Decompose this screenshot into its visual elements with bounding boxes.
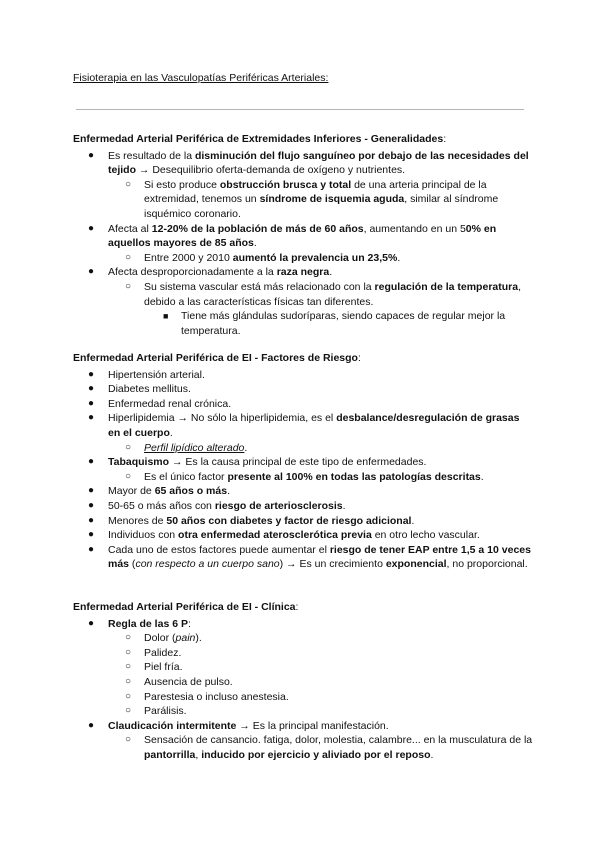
bullet-dot-icon: ● xyxy=(88,397,95,409)
list-item: ● Es resultado de la disminución del flujo sanguíneo por debajo de las necesidades del tejido → Desequilibrio oferta-demanda de oxígeno y nutrientes. xyxy=(88,149,529,177)
list-item: ○ Ausencia de pulso. xyxy=(125,675,233,688)
list-item: ○ Palidez. xyxy=(125,646,182,659)
list-item: ○ Sensación de cansancio. fatiga, dolor, molestia, calambre... en la musculatura de la pantorrilla, inducido por ejercicio y aliviado por el reposo. xyxy=(125,734,533,761)
bullet-circle-icon: ○ xyxy=(125,705,132,717)
bullet-circle-icon: ○ xyxy=(125,280,132,292)
bullet-dot-icon: ● xyxy=(88,149,95,161)
list-item: ○ Si esto produce obstrucción brusca y total de una arteria principal de la extremidad, tenemos un síndrome de isquemia aguda, similar al síndrome isquémico coronario. xyxy=(125,178,499,220)
bullet-list xyxy=(73,617,533,763)
list-item: ● Hiperlipidemia → No sólo la hiperlipidemia, es el desbalance/desregulación de grasas en el cuerpo. xyxy=(88,412,520,439)
bullet-dot-icon: ● xyxy=(88,719,95,731)
bullet-dot-icon: ● xyxy=(88,514,95,526)
list-item: ● Diabetes mellitus. xyxy=(88,383,191,396)
bullet-circle-icon: ○ xyxy=(125,734,132,746)
list-item: ○ Piel fría. xyxy=(125,661,183,674)
bullet-dot-icon: ● xyxy=(88,485,95,497)
section-clinica xyxy=(73,600,533,763)
bullet-dot-icon: ● xyxy=(88,383,95,395)
list-item: ● Tabaquismo → Es la causa principal de este tipo de enfermedades. xyxy=(88,456,427,469)
bullet-dot-icon: ● xyxy=(88,368,95,380)
list-item: ○ Dolor (pain). xyxy=(125,632,202,645)
section-heading: Enfermedad Arterial Periférica de Extremidades Inferiores - Generalidades: xyxy=(73,133,447,145)
bullet-square-icon: ■ xyxy=(163,311,169,322)
bullet-circle-icon: ○ xyxy=(125,251,132,263)
section-heading: Enfermedad Arterial Periférica de EI - Clínica: xyxy=(73,601,299,613)
bullet-dot-icon: ● xyxy=(88,456,95,468)
bullet-circle-icon: ○ xyxy=(125,470,132,482)
bullet-circle-icon: ○ xyxy=(125,178,132,190)
section-factores-riesgo xyxy=(73,351,533,572)
bullet-dot-icon: ● xyxy=(88,266,95,278)
bullet-circle-icon: ○ xyxy=(125,632,132,644)
bullet-list xyxy=(73,149,533,339)
bullet-circle-icon: ○ xyxy=(125,441,132,453)
list-item: ● Mayor de 65 años o más. xyxy=(88,485,230,498)
bullet-circle-icon: ○ xyxy=(125,646,132,658)
list-item: ○ Es el único factor presente al 100% en todas las patologías descritas. xyxy=(125,470,484,483)
list-item: ● Individuos con otra enfermedad aterosclerótica previa en otro lecho vascular. xyxy=(88,529,480,542)
list-item: ○ Su sistema vascular está más relacionado con la regulación de la temperatura, debido a las características físicas tan diferentes. xyxy=(125,280,521,308)
bullet-circle-icon: ○ xyxy=(125,675,132,687)
list-item: ● Regla de las 6 P: xyxy=(88,617,191,630)
document-title: Fisioterapia en las Vasculopatías Periféricas Arteriales: xyxy=(73,72,329,84)
list-item: ○ Parálisis. xyxy=(125,705,187,718)
list-item: ■ Tiene más glándulas sudoríparas, siendo capaces de regular mejor la temperatura. xyxy=(163,310,506,337)
bullet-circle-icon: ○ xyxy=(125,661,132,673)
bullet-dot-icon: ● xyxy=(88,543,95,555)
list-item: ● Cada uno de estos factores puede aumentar el riesgo de tener EAP entre 1,5 a 10 veces más (con respecto a un cuerpo sano) → Es un crecimiento exponencial, no proporcional. xyxy=(88,543,531,571)
section-heading: Enfermedad Arterial Periférica de EI - Factores de Riesgo: xyxy=(73,352,361,364)
horizontal-rule xyxy=(76,109,524,110)
bullet-dot-icon: ● xyxy=(88,617,95,629)
bullet-dot-icon: ● xyxy=(88,222,95,234)
bullet-list xyxy=(73,368,533,572)
list-item: ● 50-65 o más años con riesgo de arteriosclerosis. xyxy=(88,499,346,512)
section-generalidades xyxy=(73,132,533,338)
list-item: ● Afecta desproporcionadamente a la raza negra. xyxy=(88,266,333,279)
bullet-dot-icon: ● xyxy=(88,412,95,424)
list-item: ● Enfermedad renal crónica. xyxy=(88,397,232,410)
bullet-circle-icon: ○ xyxy=(125,690,132,702)
list-item: ○ Perfil lipídico alterado. xyxy=(125,441,248,454)
bullet-dot-icon: ● xyxy=(88,499,95,511)
list-item: ● Hipertensión arterial. xyxy=(88,368,205,381)
list-item: ● Afecta al 12-20% de la población de más de 60 años, aumentando en un 50% en aquellos mayores de 85 años. xyxy=(88,222,497,250)
bullet-dot-icon: ● xyxy=(88,529,95,541)
list-item: ● Claudicación intermitente → Es la principal manifestación. xyxy=(88,719,389,732)
list-item: ● Menores de 50 años con diabetes y factor de riesgo adicional. xyxy=(88,514,415,527)
list-item: ○ Parestesia o incluso anestesia. xyxy=(125,690,289,703)
list-item: ○ Entre 2000 y 2010 aumentó la prevalencia un 23,5%. xyxy=(125,251,401,264)
